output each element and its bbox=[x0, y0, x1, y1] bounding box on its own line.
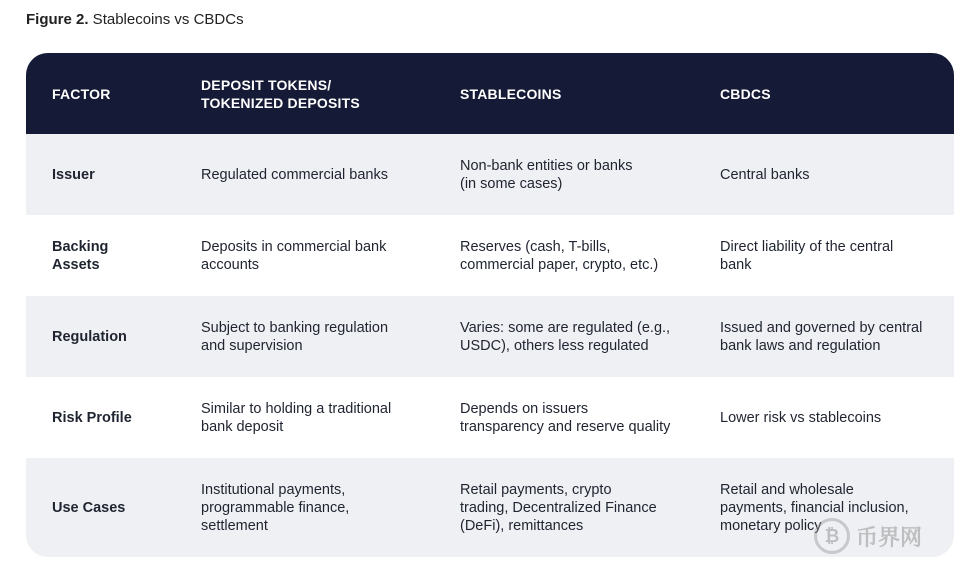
cell-cbdcs: Issued and governed by central bank laws and regulation bbox=[720, 319, 923, 354]
bitcoin-icon: ₿ bbox=[814, 518, 850, 554]
comparison-table bbox=[26, 53, 954, 557]
cell-stablecoins: Retail payments, crypto trading, Decentralized Finance (DeFi), remittances bbox=[460, 481, 657, 534]
header-cell-deposit-tokens: DEPOSIT TOKENS/ TOKENIZED DEPOSITS bbox=[201, 76, 360, 111]
cell-deposit-tokens: Institutional payments, programmable finance, settlement bbox=[201, 481, 350, 534]
row-factor-label: Use Cases bbox=[52, 499, 126, 516]
table-row-risk-profile bbox=[26, 377, 954, 458]
table-header-row bbox=[26, 53, 954, 134]
table-row-backing-assets bbox=[26, 215, 954, 296]
cell-stablecoins: Reserves (cash, T-bills, commercial paper, crypto, etc.) bbox=[460, 238, 659, 273]
row-factor-label: Backing Assets bbox=[52, 238, 109, 273]
cell-deposit-tokens: Deposits in commercial bank accounts bbox=[201, 238, 387, 273]
header-cell-stablecoins: STABLECOINS bbox=[460, 85, 562, 102]
header-cell-factor: FACTOR bbox=[52, 85, 111, 102]
cell-cbdcs: Central banks bbox=[720, 166, 810, 183]
row-factor-label: Regulation bbox=[52, 328, 127, 345]
header-cell-cbdcs: CBDCS bbox=[720, 85, 771, 102]
cell-stablecoins: Non-bank entities or banks (in some cases) bbox=[460, 157, 633, 192]
cell-stablecoins: Varies: some are regulated (e.g., USDC), others less regulated bbox=[460, 319, 671, 354]
cell-cbdcs: Lower risk vs stablecoins bbox=[720, 409, 882, 426]
cell-cbdcs: Retail and wholesale payments, financial inclusion, monetary policy bbox=[720, 481, 909, 534]
cell-deposit-tokens: Similar to holding a traditional bank deposit bbox=[201, 400, 392, 435]
cell-stablecoins: Depends on issuers transparency and reserve quality bbox=[460, 400, 671, 435]
watermark-text: 币界网 bbox=[856, 524, 923, 550]
row-factor-label: Risk Profile bbox=[52, 409, 132, 426]
cell-cbdcs: Direct liability of the central bank bbox=[720, 238, 894, 273]
table-row-regulation bbox=[26, 296, 954, 377]
figure-label: Figure 2. bbox=[26, 11, 89, 28]
row-factor-label: Issuer bbox=[52, 166, 95, 183]
cell-deposit-tokens: Subject to banking regulation and supervision bbox=[201, 319, 389, 354]
figure-title bbox=[26, 11, 244, 28]
table-row-issuer bbox=[26, 134, 954, 215]
watermark bbox=[814, 518, 922, 554]
cell-deposit-tokens: Regulated commercial banks bbox=[201, 166, 388, 183]
figure-caption: Stablecoins vs CBDCs bbox=[88, 11, 244, 28]
